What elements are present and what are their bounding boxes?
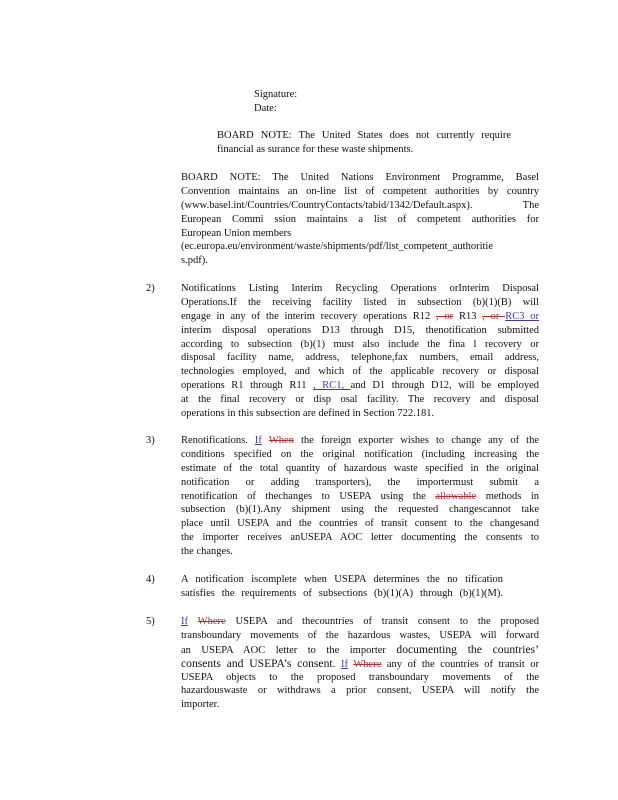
note-word-the: The — [522, 199, 539, 211]
inserted-text: If — [341, 658, 349, 670]
basel-url: (www.basel.int/Countries/CountryContacts/tabid/1342/Default.aspx). — [181, 199, 473, 211]
item-line: subsection (b)(1).Any shipment using the requested changescannot take — [181, 504, 539, 516]
inserted-text: , RC1, — [313, 380, 351, 392]
ec-url: (ec.europa.eu/environment/waste/shipments/pdf/list_competent_authoritie — [181, 241, 493, 253]
note-line: BOARD NOTE: The United Nations Environment Programme, Basel — [181, 172, 539, 183]
item-number: 3) — [146, 435, 155, 446]
item-3-body — [181, 434, 539, 559]
item-line-tracked: If Where USEPA and thecountries of transit consent to the proposed — [181, 616, 539, 627]
signature-label: Signature: — [254, 89, 298, 100]
item-line-tracked: an USEPA AOC letter to the importer documenting the countries’ — [181, 642, 539, 656]
item-line: transboundary movements of the hazardous wastes, USEPA will forward — [181, 629, 539, 641]
item-line: interim disposal operations D13 through D15, thenotification submitted — [181, 324, 539, 336]
board-note-us — [217, 129, 511, 157]
deleted-text: When — [268, 435, 294, 446]
note-line: European Union members — [181, 227, 292, 239]
deleted-text: Where — [353, 658, 382, 670]
item-line: the changes. — [181, 546, 233, 558]
item-4-body — [181, 573, 503, 601]
deleted-text: , or — [482, 310, 506, 322]
item-line: at the final recovery or disp osal facility. The recovery and disposal — [181, 394, 539, 406]
item-line: place until USEPA and the countries of transit consent to the changesand — [181, 518, 539, 530]
item-line: conditions specified on the original notification (including increasing the — [181, 448, 539, 460]
note-line: Convention maintains an on-line list of competent authorities by country — [181, 185, 539, 197]
item-line: USEPA objects to the proposed transboundary movements of the — [181, 671, 539, 683]
note-line: financial as surance for these waste shipments. — [217, 143, 414, 155]
inserted-text: RC3 or — [505, 310, 539, 322]
signature-block — [254, 88, 297, 116]
item-2-body — [181, 282, 539, 421]
inserted-text: If — [254, 435, 262, 446]
item-line: the importer receives anUSEPA AOC letter documenting the consents to — [181, 532, 539, 544]
item-line: estimate of the total quantity of hazardous waste specified in the original — [181, 462, 539, 474]
item-number: 2) — [146, 283, 155, 294]
item-5-body — [181, 615, 539, 712]
item-line-tracked: engage in any of the interim recovery operations R12 , or R13 , or RC3 or — [181, 310, 539, 322]
item-line: Notifications Listing Interim Recycling Operations orInterim Disposal — [181, 283, 539, 294]
deleted-text: , or — [436, 310, 454, 322]
deleted-text: allowable — [435, 490, 477, 502]
item-line: operations in this subsection are defined in Section 722.181. — [181, 408, 435, 420]
inserted-text: consents and USEPA’s consent. — [181, 656, 336, 670]
date-label: Date: — [254, 102, 277, 114]
deleted-text: Where — [197, 616, 226, 627]
item-line: disposal facility name, address, telephone,fax numbers, email address, — [181, 352, 539, 364]
note-url-row — [181, 199, 539, 213]
item-line: A notification iscomplete when USEPA determines the no tification — [181, 574, 503, 585]
inserted-text: If — [181, 616, 188, 627]
ec-url-end: s.pdf). — [181, 255, 208, 267]
inserted-text: documenting the countries’ — [396, 642, 539, 656]
item-line-tracked: Renotifications. If When the foreign exporter wishes to change any of the — [181, 435, 539, 446]
item-line: notification or adding transporters), the importermust submit a — [181, 476, 539, 488]
item-line-tracked: consents and USEPA’s consent. If Where any of the countries of transit or — [181, 656, 539, 670]
item-line: Operations.If the receiving facility listed in subsection (b)(1)(B) will — [181, 296, 539, 308]
item-line: satisfies the requirements of subsections (b)(1)(A) through (b)(1)(M). — [181, 587, 503, 599]
item-line: importer. — [181, 699, 220, 711]
board-note-un — [181, 171, 539, 268]
item-line: hazardouswaste or withdraws a prior consent, USEPA will notify the — [181, 685, 539, 697]
item-number: 5) — [146, 616, 155, 627]
note-line: BOARD NOTE: The United States does not currently require — [217, 130, 511, 141]
item-number: 4) — [146, 574, 155, 585]
item-line: according to subsection (b)(1) must also include the fina l recovery or — [181, 338, 539, 350]
item-line-tracked: renotification of thechanges to USEPA using the allowable methods in — [181, 490, 539, 502]
item-line: technologies employed, and which of the applicable recovery or disposal — [181, 366, 539, 378]
item-line-tracked: operations R1 through R11 , RC1, and D1 through D12, will be employed — [181, 380, 539, 392]
note-line: European Commi ssion maintains a list of competent authorities for — [181, 213, 539, 225]
